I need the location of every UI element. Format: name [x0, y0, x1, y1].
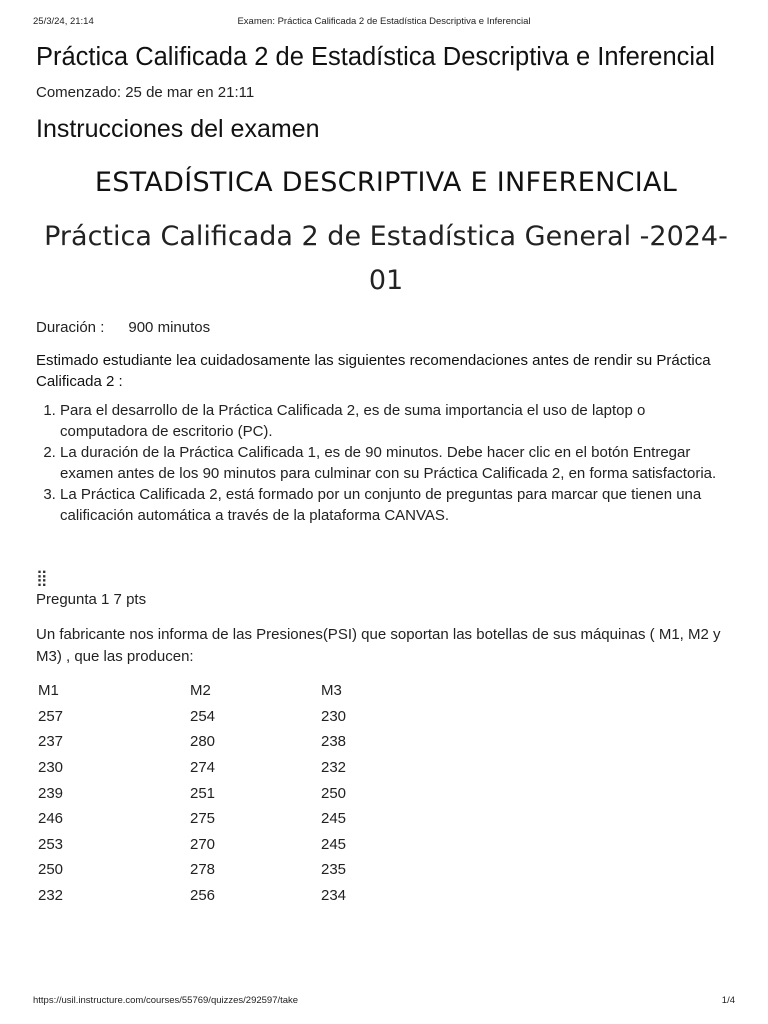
instruction-item: 1. Para el desarrollo de la Práctica Calificada 2, es de suma importancia el uso de laptop o computadora de escritorio (PC). [60, 400, 736, 442]
drag-handle-icon[interactable]: ⣿ [36, 570, 48, 587]
table-cell: 232 [38, 887, 64, 905]
table-cell: 250 [321, 784, 347, 802]
table-cell: 254 [190, 707, 216, 725]
table-cell: 230 [38, 759, 64, 777]
table-cell: 234 [321, 887, 347, 905]
print-page-title: Examen: Práctica Calificada 2 de Estadística Descriptiva e Inferencial [237, 16, 531, 27]
table-cell: 238 [321, 733, 347, 751]
column-header: M1 [38, 682, 59, 700]
table-cell: 256 [190, 887, 216, 905]
table-cell: 257 [38, 707, 64, 725]
table-row [36, 780, 421, 806]
column-header: M3 [321, 682, 342, 700]
instruction-item: 3. La Práctica Calificada 2, está formado por un conjunto de preguntas para marcar que tienen una calificación automática a través de la plataforma CANVAS. [60, 484, 736, 526]
table-cell: 278 [190, 861, 216, 879]
table-row [36, 755, 421, 781]
question-text: Un fabricante nos informa de las Presiones(PSI) que soportan las botellas de sus máquinas ( M1, M2 y M3) , que las producen: [36, 626, 721, 665]
table-cell: 237 [38, 733, 64, 751]
print-page-number: 1/4 [721, 995, 735, 1006]
print-url: https://usil.instructure.com/courses/55769/quizzes/292597/take [33, 995, 299, 1006]
table-cell: 253 [38, 835, 64, 853]
table-cell: 251 [190, 784, 216, 802]
table-cell: 235 [321, 861, 347, 879]
question-header: Pregunta 1 7 pts [36, 591, 147, 608]
instructions-notice: Estimado estudiante lea cuidadosamente las siguientes recomendaciones antes de rendir su Práctica Calificada 2 : [36, 352, 711, 390]
table-cell: 245 [321, 835, 347, 853]
table-cell: 232 [321, 759, 347, 777]
instruction-item: 2. La duración de la Práctica Calificada 1, es de 90 minutos. Debe hacer clic en el botón Entregar examen antes de los 90 minutos para culminar con su Práctica Calificada 2, en forma satisfactoria. [60, 442, 736, 484]
quiz-start-time: Comenzado: 25 de mar en 21:11 [36, 84, 255, 101]
print-datetime: 25/3/24, 21:14 [33, 16, 94, 27]
table-row [36, 857, 421, 883]
table-row [36, 832, 421, 858]
instructions-heading: Instrucciones del examen [36, 115, 320, 143]
print-footer [33, 995, 735, 1009]
pressure-data-table [36, 678, 421, 908]
duration-value: 900 minutos [128, 319, 211, 336]
table-cell: 280 [190, 733, 216, 751]
column-header: M2 [190, 682, 211, 700]
table-cell: 275 [190, 810, 216, 828]
quiz-content [36, 38, 736, 908]
duration-label: Duración : [36, 319, 105, 336]
table-cell: 270 [190, 835, 216, 853]
course-heading: ESTADÍSTICA DESCRIPTIVA E INFERENCIAL [94, 167, 678, 198]
duration-line [36, 318, 736, 338]
table-cell: 250 [38, 861, 64, 879]
table-row [36, 704, 421, 730]
print-header [33, 16, 735, 30]
table-cell: 230 [321, 707, 347, 725]
table-row [36, 729, 421, 755]
quiz-title: Práctica Calificada 2 de Estadística Descriptiva e Inferencial [36, 43, 715, 71]
table-row [36, 883, 421, 909]
instructions-list [36, 400, 736, 526]
table-header-row [36, 678, 421, 704]
table-cell: 246 [38, 810, 64, 828]
table-cell: 239 [38, 784, 64, 802]
table-row [36, 806, 421, 832]
table-cell: 274 [190, 759, 216, 777]
table-cell: 245 [321, 810, 347, 828]
exam-heading: Práctica Calificada 2 de Estadística General -2024-01 [44, 221, 728, 296]
